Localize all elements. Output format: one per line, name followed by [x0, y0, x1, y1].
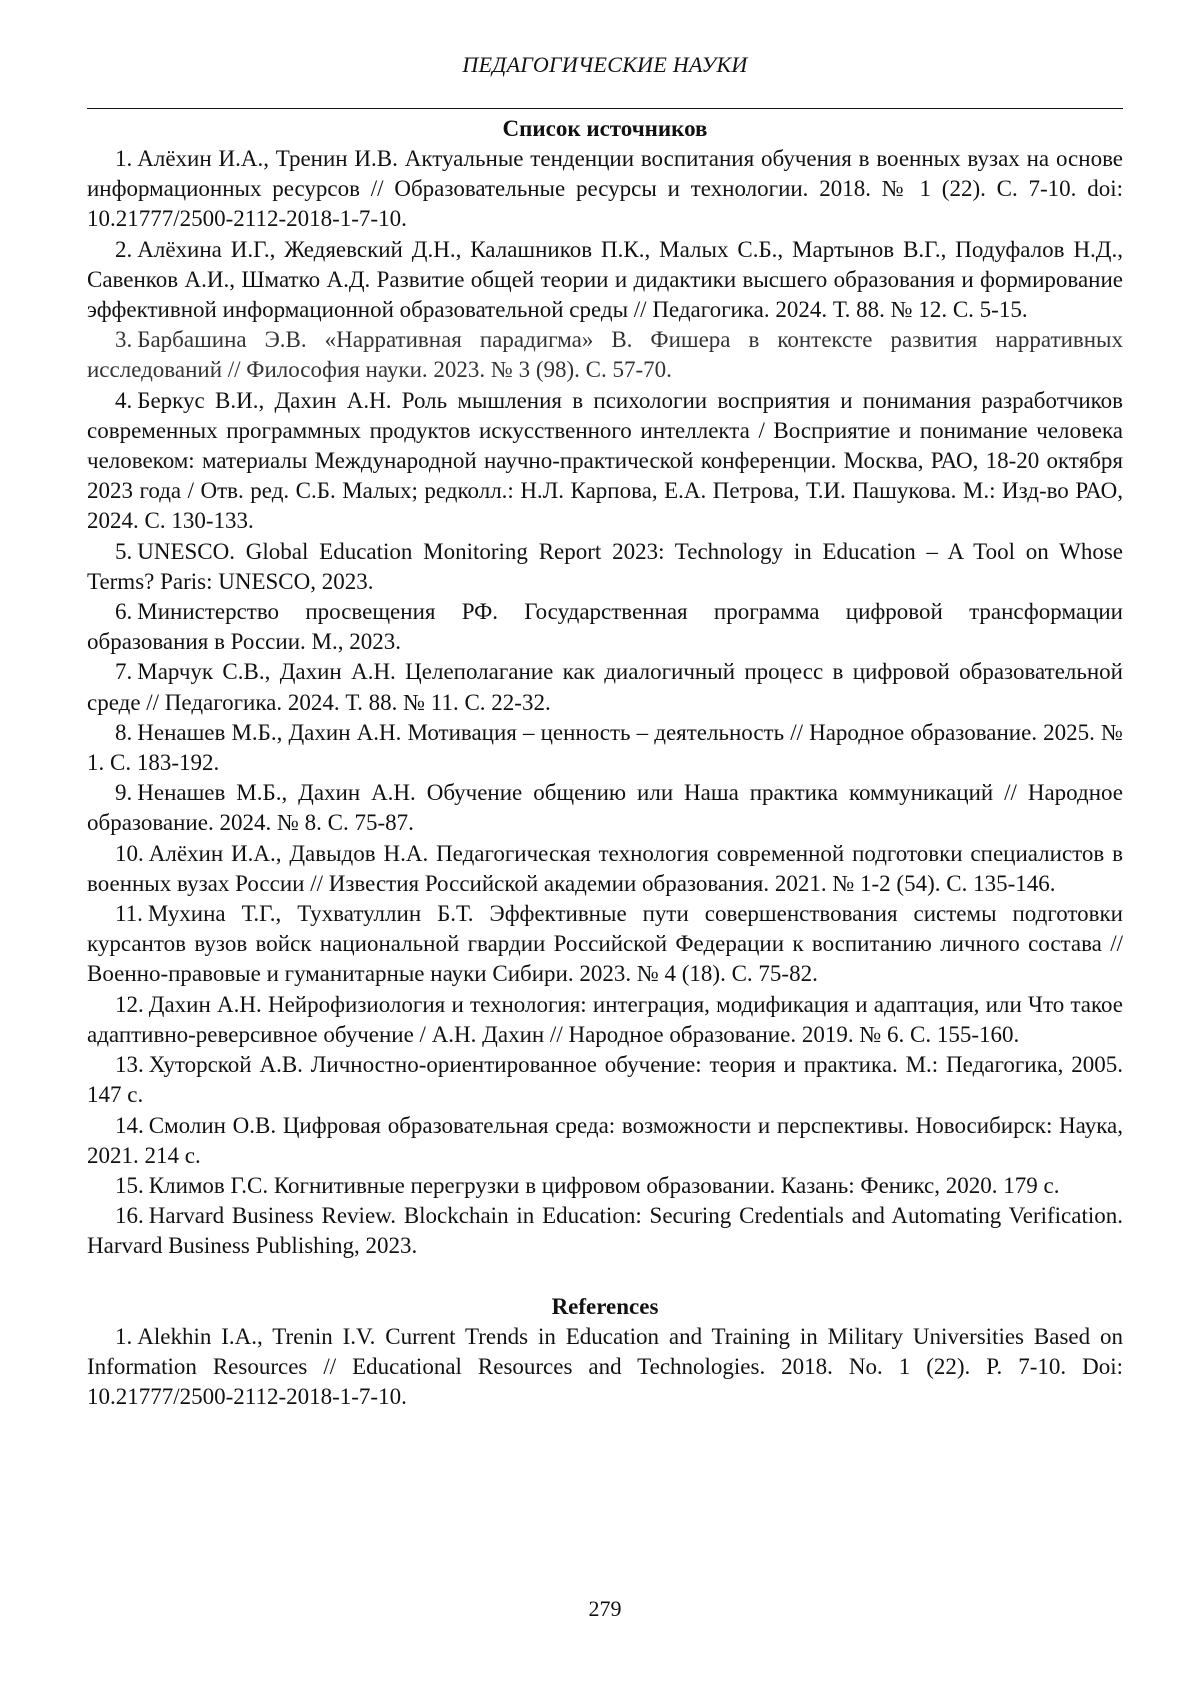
source-number: 12.: [115, 991, 144, 1017]
source-number: 5.: [115, 538, 133, 564]
source-text: Смолин О.В. Цифровая образовательная среда: возможности и перспективы. Новосибирск: Наука, 2021. 214 с.: [87, 1112, 1123, 1168]
source-entry-5: [87, 537, 1123, 597]
source-number: 10.: [115, 840, 144, 866]
source-entry-3: [87, 325, 1123, 385]
source-text: Алёхин И.А., Давыдов Н.А. Педагогическая технология современной подготовки специалистов в военных вузах России // Известия Российской академии образования. 2021. № 1-2 (54). С. 135-146.: [87, 840, 1123, 896]
source-number: 15.: [115, 1172, 144, 1198]
source-entry-15: [87, 1171, 1123, 1201]
source-text: Мухина Т.Г., Тухватуллин Б.Т. Эффективные пути совершенствования системы подготовки курсантов вузов войск национальной гвардии Российской Федерации к воспитанию личного состава // Военно-правовые и гуманитарные науки Сибири. 2023. № 4 (18). С. 75-82.: [87, 901, 1123, 987]
source-text: Алёхина И.Г., Жедяевский Д.Н., Калашников П.К., Малых С.Б., Мартынов В.Г., Подуфалов Н.Д., Савенков А.И., Шматко А.Д. Развитие общей теории и дидактики высшего образования и формирование эффективной информационной образовательной среды // Педагогика. 2024. Т. 88. № 12. С. 5-15.: [87, 236, 1123, 323]
source-text: UNESCO. Global Education Monitoring Report 2023: Technology in Education – A Tool on Whose Terms? Paris: UNESCO, 2023.: [87, 538, 1123, 594]
source-entry-2: [87, 235, 1123, 326]
source-text: Алёхин И.А., Тренин И.В. Актуальные тенденции воспитания обучения в военных вузах на основе информационных ресурсов // Образовательные ресурсы и технологии. 2018. № 1 (22). С. 7-10. doi: 10.21777/2500-2112-2018-1-7-10.: [87, 146, 1123, 232]
page-number: 279: [588, 1596, 622, 1621]
sources-heading: Список источников: [502, 116, 708, 141]
source-text: Ненашев М.Б., Дахин А.Н. Мотивация – ценность – деятельность // Народное образование. 2025. № 1. С. 183-192.: [87, 719, 1123, 776]
page-content: [87, 114, 1123, 1412]
source-number: 3.: [115, 327, 133, 353]
source-text: Дахин А.Н. Нейрофизиология и технология: интеграция, модификация и адаптация, или Что такое адаптивно-реверсивное обучение / А.Н. Дахин // Народное образование. 2019. № 6. С. 155-160.: [87, 991, 1123, 1047]
running-header: ПЕДАГОГИЧЕСКИЕ НАУКИ: [462, 52, 748, 77]
source-entry-12: [87, 990, 1123, 1050]
source-text: Хуторской А.В. Личностно-ориентированное обучение: теория и практика. М.: Педагогика, 2005. 147 с.: [87, 1052, 1123, 1108]
source-number: 1.: [115, 146, 133, 171]
reference-entry-1: [87, 1322, 1123, 1413]
source-text: Барбашина Э.В. «Нарративная парадигма» В. Фишера в контексте развития нарративных исследований // Философия науки. 2023. № 3 (98). С. 57-70.: [87, 327, 1123, 383]
source-text: Harvard Business Review. Blockchain in Education: Securing Credentials and Automating Verification. Harvard Business Publishing, 2023.: [87, 1203, 1123, 1259]
source-entry-8: [87, 718, 1123, 778]
source-entry-9: [87, 778, 1123, 838]
header-divider: [87, 108, 1123, 109]
source-entry-14: [87, 1111, 1123, 1171]
reference-number: 1.: [115, 1323, 133, 1349]
source-text: Марчук С.В., Дахин А.Н. Целеполагание как диалогичный процесс в цифровой образовательной среде // Педагогика. 2024. Т. 88. № 11. С. 22-32.: [87, 659, 1123, 715]
source-entry-4: [87, 386, 1123, 537]
source-entry-7: [87, 657, 1123, 717]
source-entry-13: [87, 1050, 1123, 1110]
reference-text: Alekhin I.A., Trenin I.V. Current Trends in Education and Training in Military Universities Based on Information Resources // Educational Resources and Technologies. 2018. No. 1 (22). P. 7-10. Doi: 10.21777/2500-2112-2018-1-7-10.: [87, 1323, 1123, 1409]
sources-list: [87, 144, 1123, 1262]
source-text: Климов Г.С. Когнитивные перегрузки в цифровом образовании. Казань: Феникс, 2020. 179 с.: [148, 1172, 1060, 1198]
source-number: 7.: [115, 659, 133, 685]
source-entry-10: [87, 839, 1123, 899]
source-number: 6.: [115, 599, 133, 625]
references-heading: References: [551, 1293, 659, 1319]
source-text: Ненашев М.Б., Дахин А.Н. Обучение общению или Наша практика коммуникаций // Народное образование. 2024. № 8. С. 75-87.: [87, 780, 1123, 836]
source-entry-6: [87, 597, 1123, 657]
source-entry-11: [87, 899, 1123, 990]
source-number: 16.: [115, 1203, 144, 1229]
source-number: 14.: [115, 1112, 144, 1138]
source-entry-1: [87, 144, 1123, 235]
source-number: 13.: [115, 1052, 144, 1078]
source-number: 9.: [115, 780, 133, 806]
source-text: Беркус В.И., Дахин А.Н. Роль мышления в психологии восприятия и понимания разработчиков современных программных продуктов искусственного интеллекта / Восприятие и понимание человека человеком: материалы Международной научно-практической конференции. Москва, РАО, 18-20 октября 2023 года / Отв. ред. С.Б. Малых; редколл.: Н.Л. Карпова, Е.А. Петрова, Т.И. Пашукова. М.: Изд-во РАО, 2024. С. 130-133.: [87, 387, 1123, 534]
source-text: Министерство просвещения РФ. Государственная программа цифровой трансформации образования в России. М., 2023.: [87, 599, 1123, 655]
source-number: 2.: [115, 236, 133, 262]
source-number: 8.: [115, 719, 133, 745]
source-number: 11.: [115, 901, 143, 927]
section-spacer: [87, 1262, 1123, 1292]
source-entry-16: [87, 1201, 1123, 1261]
source-number: 4.: [115, 387, 133, 413]
references-list: [87, 1322, 1123, 1413]
